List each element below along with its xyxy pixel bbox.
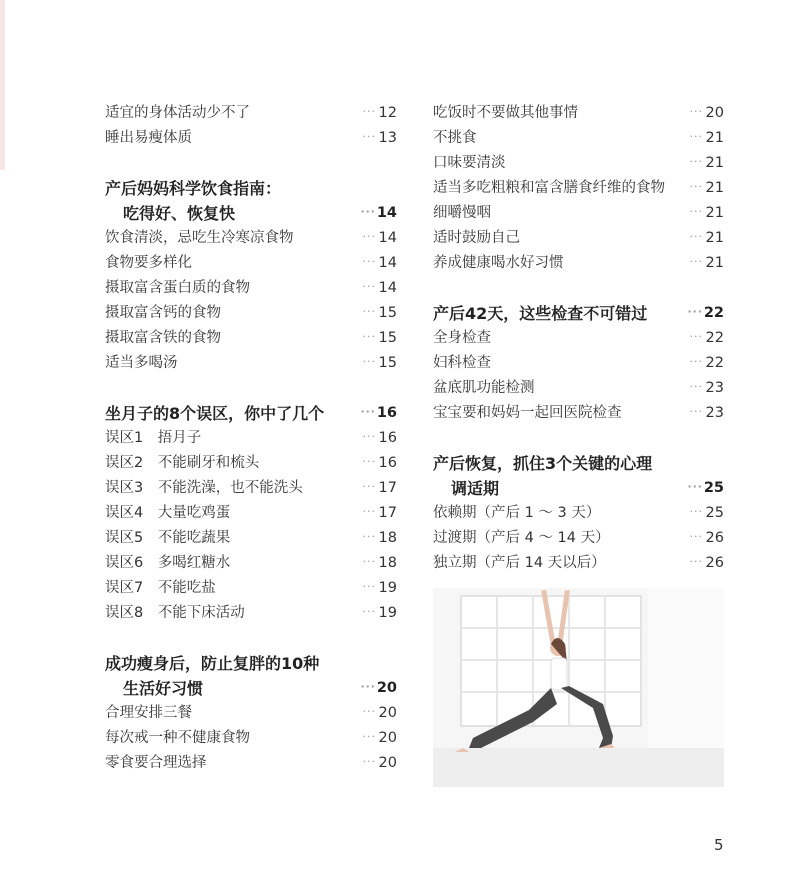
toc-entry-text: 误区7 不能吃盐 [105,580,216,596]
toc-heading-line2[interactable] [105,201,397,226]
toc-entry-text: 误区3 不能洗澡，也不能洗头 [105,480,303,496]
toc-page-number: 20 [376,680,397,696]
toc-entry-text: 不挑食 [433,130,477,146]
toc-entry-text: 过渡期（产后 4 ～ 14 天） [433,530,610,546]
toc-page-number: 22 [705,355,724,371]
leader-dots: ··· [689,330,703,343]
leader-dots: ··· [362,355,376,368]
toc-heading-line1 [105,176,397,201]
toc-entry[interactable] [105,526,397,551]
toc-page-number: 15 [378,305,397,321]
toc-entry[interactable] [105,351,397,376]
toc-entry[interactable] [105,501,397,526]
yoga-photo [433,588,724,787]
leader-dots: ··· [362,480,376,493]
toc-entry-text: 适当多喝汤 [105,355,178,371]
toc-page-number: 17 [378,505,397,521]
toc-entry[interactable] [433,501,724,526]
toc-heading[interactable] [433,301,724,326]
toc-entry-text: 适时鼓励自己 [433,230,520,246]
toc-entry[interactable] [105,551,397,576]
toc-entry[interactable] [105,326,397,351]
leader-dots: ··· [362,555,376,568]
toc-entry[interactable] [433,101,724,126]
toc-column-right [433,101,724,576]
toc-entry-text: 误区1 捂月子 [105,430,202,446]
toc-entry[interactable] [105,576,397,601]
toc-heading-line1 [105,651,397,676]
toc-page-number: 19 [378,605,397,621]
toc-page-number: 16 [378,455,397,471]
toc-entry-text: 养成健康喝水好习惯 [433,255,564,271]
toc-entry[interactable] [433,176,724,201]
toc-heading-text: 产后妈妈科学饮食指南： [105,179,282,198]
toc-entry-text: 误区6 多喝红糖水 [105,555,231,571]
toc-heading-text: 产后恢复，抓住3个关键的心理 [433,454,653,473]
leader-dots: ··· [689,180,703,193]
leader-dots: ··· [687,305,703,318]
leader-dots: ··· [687,480,703,493]
leader-dots: ··· [689,555,703,568]
toc-entry[interactable] [105,426,397,451]
toc-entry-text: 误区2 不能刷牙和梳头 [105,455,260,471]
toc-page-number: 22 [703,305,724,321]
toc-page-number: 22 [705,330,724,346]
toc-entry-text: 妇科检查 [433,355,491,371]
toc-page-number: 14 [378,230,397,246]
toc-entry[interactable] [105,751,397,776]
toc-page-number: 20 [705,105,724,121]
leader-dots: ··· [689,205,703,218]
toc-entry-text: 口味要清淡 [433,155,506,171]
toc-entry[interactable] [105,101,397,126]
toc-entry[interactable] [105,701,397,726]
toc-page-number: 21 [705,255,724,271]
toc-entry[interactable] [433,251,724,276]
toc-page-number: 21 [705,180,724,196]
leader-dots: ··· [362,255,376,268]
toc-page-number: 21 [705,205,724,221]
toc-page-number: 20 [378,705,397,721]
leader-dots: ··· [362,280,376,293]
leader-dots: ··· [689,105,703,118]
toc-entry[interactable] [433,151,724,176]
toc-entry[interactable] [105,476,397,501]
leader-dots: ··· [689,130,703,143]
page-edge-tint [0,0,5,170]
toc-heading-line1 [433,451,724,476]
toc-entry-text: 每次戒一种不健康食物 [105,730,250,746]
leader-dots: ··· [360,405,376,418]
toc-entry[interactable] [433,126,724,151]
toc-entry-text: 摄取富含钙的食物 [105,305,221,321]
toc-page-number: 13 [378,130,397,146]
toc-page-number: 26 [705,555,724,571]
section-gap [105,626,397,651]
toc-heading-line2[interactable] [105,676,397,701]
toc-entry-text: 零食要合理选择 [105,755,207,771]
toc-page-number: 18 [378,555,397,571]
leader-dots: ··· [362,105,376,118]
toc-page-number: 12 [378,105,397,121]
toc-page-number: 21 [705,155,724,171]
leader-dots: ··· [362,430,376,443]
toc-entry-text: 误区5 不能吃蔬果 [105,530,231,546]
toc-page-number: 25 [705,505,724,521]
section-gap [105,151,397,176]
toc-heading-text: 产后42天，这些检查不可错过 [433,304,648,323]
toc-entry[interactable] [433,376,724,401]
toc-page-number: 23 [705,380,724,396]
toc-entry[interactable] [105,601,397,626]
leader-dots: ··· [362,705,376,718]
leader-dots: ··· [362,305,376,318]
toc-entry[interactable] [105,301,397,326]
toc-entry-text: 合理安排三餐 [105,705,192,721]
leader-dots: ··· [689,230,703,243]
toc-page-number: 15 [378,355,397,371]
section-gap [433,426,724,451]
toc-entry[interactable] [433,326,724,351]
leader-dots: ··· [362,730,376,743]
toc-page-number: 16 [376,405,397,421]
toc-heading-text: 坐月子的8个误区，你中了几个 [105,404,325,423]
toc-page-number: 20 [378,755,397,771]
yoga-illustration [433,588,724,787]
leader-dots: ··· [360,680,376,693]
toc-entry[interactable] [105,126,397,151]
toc-page-number: 19 [378,580,397,596]
leader-dots: ··· [362,505,376,518]
toc-entry[interactable] [105,251,397,276]
toc-entry-text: 饮食清淡，忌吃生冷寒凉食物 [105,230,294,246]
leader-dots: ··· [362,605,376,618]
leader-dots: ··· [362,455,376,468]
toc-entry[interactable] [433,226,724,251]
toc-entry-text: 吃饭时不要做其他事情 [433,105,578,121]
toc-entry-text: 适当多吃粗粮和富含膳食纤维的食物 [433,180,665,196]
leader-dots: ··· [362,230,376,243]
toc-entry[interactable] [433,201,724,226]
toc-entry-text: 误区4 大量吃鸡蛋 [105,505,231,521]
toc-entry-text: 宝宝要和妈妈一起回医院检查 [433,405,622,421]
leader-dots: ··· [362,130,376,143]
leader-dots: ··· [362,330,376,343]
leader-dots: ··· [689,380,703,393]
toc-heading-line2-text: 调适期 [451,479,500,498]
toc-heading-text: 成功瘦身后，防止复胖的10种 [105,654,320,673]
toc-entry[interactable] [433,526,724,551]
leader-dots: ··· [689,530,703,543]
toc-entry[interactable] [105,726,397,751]
toc-page-number: 14 [376,205,397,221]
toc-entry-text: 适宜的身体活动少不了 [105,105,250,121]
section-gap [105,376,397,401]
leader-dots: ··· [362,530,376,543]
toc-page-number: 23 [705,405,724,421]
leader-dots: ··· [689,355,703,368]
toc-page-number: 21 [705,130,724,146]
toc-column-left [105,101,397,776]
toc-page-number: 17 [378,480,397,496]
toc-entry[interactable] [105,226,397,251]
toc-page-number: 16 [378,430,397,446]
toc-entry-text: 睡出易瘦体质 [105,130,192,146]
leader-dots: ··· [362,755,376,768]
toc-heading-line2[interactable] [433,476,724,501]
toc-page-number: 26 [705,530,724,546]
toc-entry-text: 细嚼慢咽 [433,205,491,221]
toc-entry-text: 依赖期（产后 1 ～ 3 天） [433,505,601,521]
toc-entry[interactable] [433,551,724,576]
section-gap [433,276,724,301]
toc-heading-line2-text: 生活好习惯 [123,679,204,698]
leader-dots: ··· [689,255,703,268]
leader-dots: ··· [360,205,376,218]
toc-entry-text: 摄取富含蛋白质的食物 [105,280,250,296]
toc-page-number: 15 [378,330,397,346]
toc-page-number: 20 [378,730,397,746]
toc-entry[interactable] [433,401,724,426]
toc-heading-line2-text: 吃得好、恢复快 [123,204,236,223]
toc-page-number: 14 [378,280,397,296]
toc-page-number: 14 [378,255,397,271]
toc-entry-text: 全身检查 [433,330,491,346]
toc-page-number: 21 [705,230,724,246]
leader-dots: ··· [689,155,703,168]
leader-dots: ··· [689,405,703,418]
toc-entry-text: 误区8 不能下床活动 [105,605,245,621]
page-number: 5 [714,836,724,854]
toc-entry[interactable] [433,351,724,376]
toc-entry-text: 摄取富含铁的食物 [105,330,221,346]
toc-entry-text: 独立期（产后 14 天以后） [433,555,606,571]
leader-dots: ··· [362,580,376,593]
leader-dots: ··· [689,505,703,518]
toc-page-number: 25 [703,480,724,496]
toc-heading[interactable] [105,401,397,426]
toc-page-number: 18 [378,530,397,546]
toc-entry-text: 食物要多样化 [105,255,192,271]
toc-entry[interactable] [105,276,397,301]
toc-entry-text: 盆底肌功能检测 [433,380,535,396]
toc-entry[interactable] [105,451,397,476]
